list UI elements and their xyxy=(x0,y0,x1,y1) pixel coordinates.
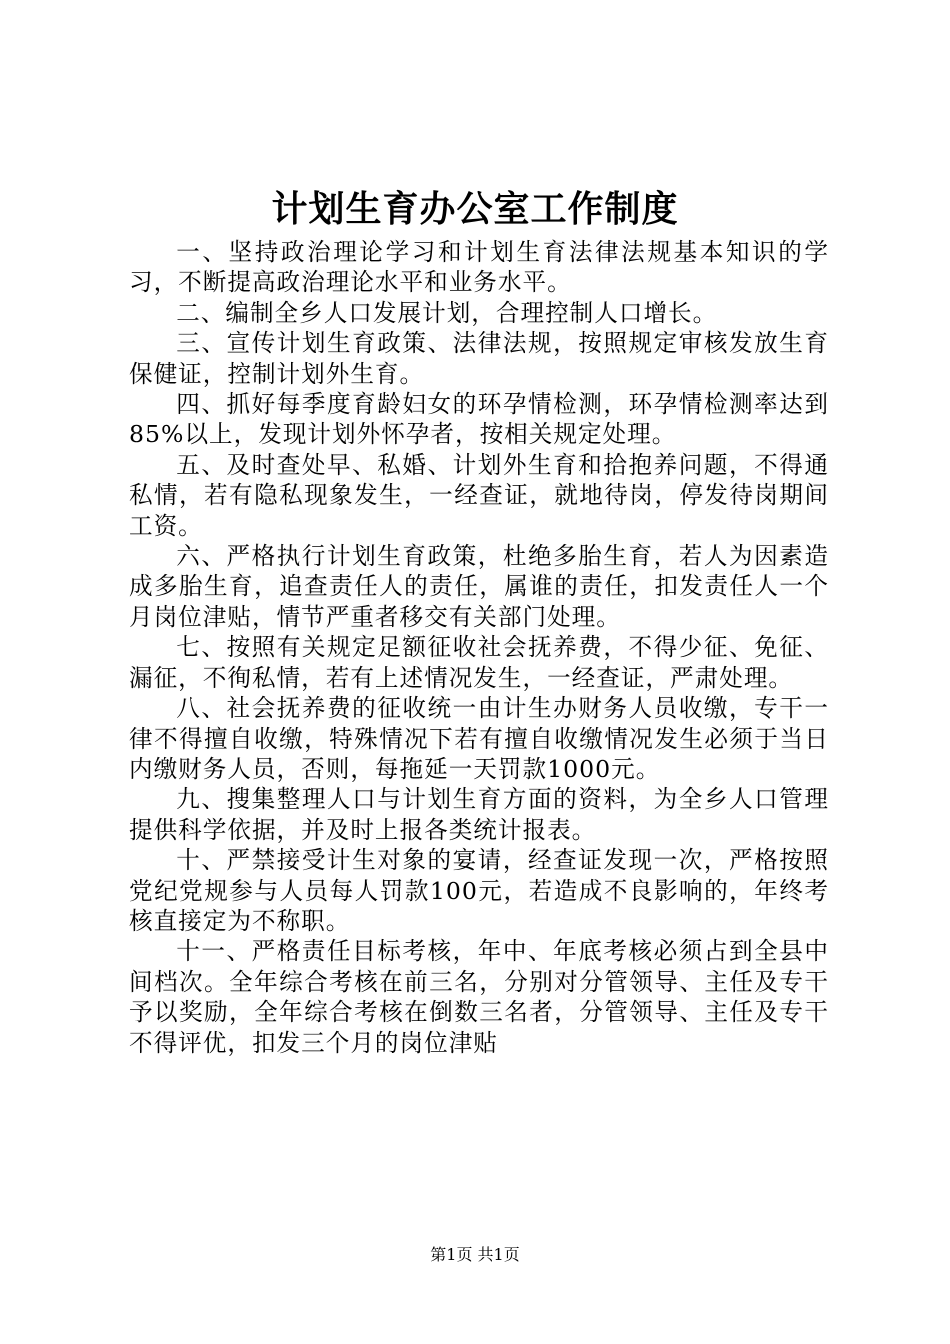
paragraph-1: 一、坚持政治理论学习和计划生育法律法规基本知识的学习，不断提高政治理论水平和业务水平。 xyxy=(129,238,829,297)
paragraph-6: 六、严格执行计划生育政策，杜绝多胎生育，若人为因素造成多胎生育，追查责任人的责任，属谁的责任，扣发责任人一个月岗位津贴，情节严重者移交有关部门处理。 xyxy=(129,542,829,631)
page-number-footer: 第1页 共1页 xyxy=(430,1245,520,1264)
document-body xyxy=(129,237,829,1058)
paragraph-8: 八、社会抚养费的征收统一由计生办财务人员收缴，专干一律不得擅自收缴，特殊情况下若有擅自收缴情况发生必须于当日内缴财务人员，否则，每拖延一天罚款1000元。 xyxy=(129,694,829,783)
paragraph-10: 十、严禁接受计生对象的宴请，经查证发现一次，严格按照党纪党规参与人员每人罚款100元，若造成不良影响的，年终考核直接定为不称职。 xyxy=(129,846,829,935)
document-title: 计划生育办公室工作制度 xyxy=(271,188,679,230)
paragraph-3: 三、宣传计划生育政策、法律法规，按照规定审核发放生育保健证，控制计划外生育。 xyxy=(129,329,829,388)
paragraph-9: 九、搜集整理人口与计划生育方面的资料，为全乡人口管理提供科学依据，并及时上报各类统计报表。 xyxy=(129,785,829,844)
paragraph-7: 七、按照有关规定足额征收社会抚养费，不得少征、免征、漏征，不徇私情，若有上述情况发生，一经查证，严肃处理。 xyxy=(129,633,829,692)
paragraph-5: 五、及时查处早、私婚、计划外生育和拾抱养问题，不得通私情，若有隐私现象发生，一经查证，就地待岗，停发待岗期间工资。 xyxy=(129,450,829,540)
paragraph-2: 二、编制全乡人口发展计划，合理控制人口增长。 xyxy=(176,298,718,327)
paragraph-11: 十一、严格责任目标考核，年中、年底考核必须占到全县中间档次。全年综合考核在前三名，分别对分管领导、主任及专干予以奖励，全年综合考核在倒数三名者，分管领导、主任及专干不得评优，扣发三个月的岗位津贴 xyxy=(129,937,829,1057)
paragraph-4: 四、抓好每季度育龄妇女的环孕情检测，环孕情检测率达到85%以上，发现计划外怀孕者，按相关规定处理。 xyxy=(129,390,829,449)
